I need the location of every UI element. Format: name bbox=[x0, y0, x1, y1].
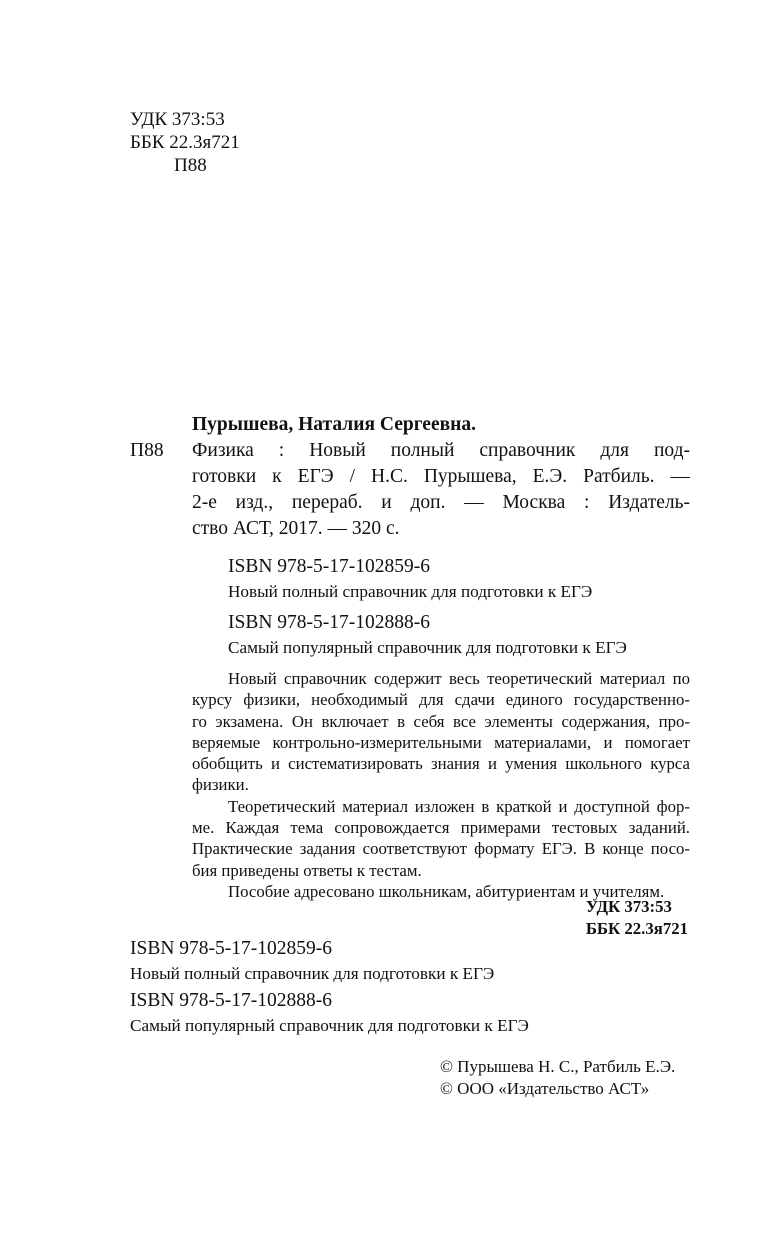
footer-udc-code: УДК 373:53 bbox=[585, 897, 672, 916]
isbn-number: ISBN 978-5-17-102888-6 bbox=[228, 612, 431, 633]
author-heading: Пурышева, Наталия Сергеевна. bbox=[192, 414, 477, 435]
annotation-line: бия приведены ответы к тестам. bbox=[192, 860, 422, 880]
isbn-entry bbox=[228, 610, 627, 660]
isbn-number: ISBN 978-5-17-102859-6 bbox=[228, 556, 431, 577]
copyright-line: © Пурышева Н. С., Ратбиль Е.Э. bbox=[440, 1057, 676, 1076]
annotation-line: Пособие адресовано школьникам, абитуриентам и учителям. bbox=[228, 881, 665, 901]
annotation-line: ме. Каждая тема сопровождается примерами тестовых заданий. bbox=[192, 818, 690, 838]
footer-bbk-code: ББК 22.3я721 bbox=[585, 919, 688, 938]
annotation-line: го экзамена. Он включает в себя все элементы содержания, про- bbox=[192, 711, 690, 731]
catalog-line: Физика : Новый полный справочник для под- bbox=[192, 440, 690, 461]
annotation bbox=[192, 668, 690, 902]
annotation-line: обобщить и систематизировать знания и умения школьного курса bbox=[192, 754, 690, 774]
annotation-line: Новый справочник содержит весь теоретический материал по bbox=[228, 669, 690, 688]
isbn-entry bbox=[228, 554, 592, 604]
isbn-entry-outer bbox=[130, 988, 529, 1038]
footer-classification-codes bbox=[586, 896, 688, 940]
isbn-title: Самый популярный справочник для подготовки к ЕГЭ bbox=[130, 1016, 529, 1035]
isbn-title: Новый полный справочник для подготовки к ЕГЭ bbox=[130, 964, 495, 983]
catalog-line: 2-е изд., перераб. и доп. — Москва : Издатель- bbox=[192, 492, 690, 513]
bbk-code: ББК 22.3я721 bbox=[130, 132, 240, 153]
isbn-title: Самый популярный справочник для подготовки к ЕГЭ bbox=[228, 638, 627, 657]
annotation-line: Теоретический материал изложен в краткой и доступной фор- bbox=[228, 796, 690, 816]
isbn-title: Новый полный справочник для подготовки к ЕГЭ bbox=[228, 582, 593, 601]
catalog-line: готовки к ЕГЭ / Н.С. Пурышева, Е.Э. Ратбиль. — bbox=[192, 466, 690, 487]
annotation-line: веряемые контрольно-измерительными материалами, и помогает bbox=[192, 732, 690, 752]
copyright-block bbox=[440, 1056, 675, 1100]
annotation-line: Практические задания соответствуют формату ЕГЭ. В конце посо- bbox=[192, 839, 690, 859]
isbn-entry-outer bbox=[130, 936, 494, 986]
catalog-mark: П88 bbox=[130, 440, 164, 461]
annotation-line: курсу физики, необходимый для сдачи единого государственно- bbox=[192, 690, 690, 710]
author-sign: П88 bbox=[174, 155, 207, 176]
copyright-line: © ООО «Издательство АСТ» bbox=[440, 1079, 650, 1098]
classification-codes bbox=[130, 108, 240, 177]
catalog-description bbox=[192, 438, 690, 542]
annotation-line: физики. bbox=[192, 775, 249, 795]
catalog-line: ство АСТ, 2017. — 320 с. bbox=[192, 518, 400, 539]
isbn-number: ISBN 978-5-17-102888-6 bbox=[130, 990, 333, 1011]
isbn-number: ISBN 978-5-17-102859-6 bbox=[130, 938, 333, 959]
udc-code: УДК 373:53 bbox=[130, 109, 225, 130]
